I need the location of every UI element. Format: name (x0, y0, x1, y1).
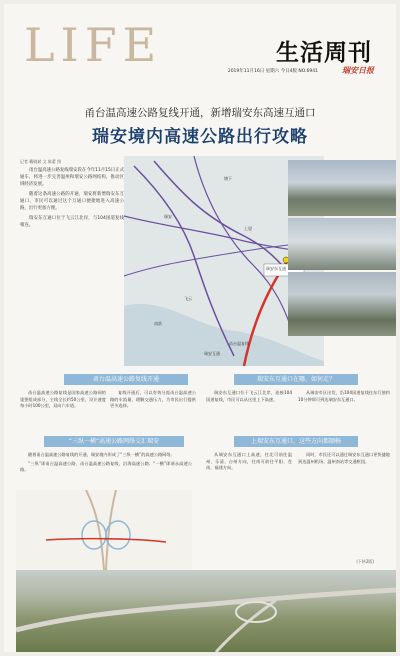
section-title: 上瑞安东互通口，这些方向都顺畅 (234, 436, 358, 447)
article-paragraph: 瑞安东互通口位于飞云江北岸，连接104国道复线，市民可以从这里上下高速。 (206, 390, 292, 402)
map-label: 塘下 (224, 176, 232, 181)
article-paragraph: 从瑞安市区出发，沿104国道复线往东行驶约10分钟即可到达瑞安东互通口。 (298, 390, 390, 402)
interchange-diagram (16, 490, 192, 580)
map-label: 上望 (244, 226, 252, 231)
article-column (298, 390, 390, 405)
dateline: 2019年11月16日 星期六 今日4版 NO.6941 (227, 69, 318, 74)
photo-interchange-1 (288, 160, 396, 216)
article-column (206, 452, 292, 474)
map-label: 瑞安 (164, 214, 172, 219)
interchange-diagram-graphic (16, 490, 192, 570)
photo-interchange-3 (288, 272, 396, 336)
newspaper-page (4, 4, 396, 652)
aerial-photo (16, 570, 396, 652)
headline-title: 瑞安境内高速公路出行攻略 (92, 127, 308, 147)
article-column (298, 452, 390, 467)
byline: 记者 戴晓斌 文 陈蕾 图 (20, 159, 62, 164)
map-label: 飞云 (184, 296, 192, 301)
headline-subtitle: 甬台温高速公路复线开通，新增瑞安东高速互通口 (84, 107, 316, 119)
article-paragraph: 从瑞安东互通口上高速，往北可前往温州、乐清、台州方向，往南可前往平阳、苍南、福建方向。 (206, 452, 292, 471)
column-title: 生活周刊 (276, 40, 372, 66)
article-column (110, 390, 196, 412)
newspaper-brand: 瑞安日报 (342, 65, 374, 75)
intro-text (20, 167, 124, 232)
map-label: 甬台温复线 (229, 341, 249, 346)
masthead (4, 4, 396, 86)
article-paragraph: 复线开通后，可以有效分流甬台温高速公路的车流量，缓解交通压力，为市民出行提供更多选择。 (110, 390, 196, 409)
section-title: “三纵一横”高速公路网络交汇瑞安 (44, 436, 184, 447)
life-logo: LIFE (24, 18, 163, 72)
article-paragraph: 甬台温高速公路复线是国家高速公路网的重要组成部分，主线全长约50公里，设计速度每小时100公里，双向六车道。 (20, 390, 106, 409)
intro-paragraph: 甬台温高速公路复线瑞安段在今年11月15日正式通车，将进一步完善温州和瑞安公路网结构，推动区域经济发展。 (20, 168, 124, 187)
intro-paragraph: 瑞安东互通口位于飞云江北岸，与104国道复线相连。 (20, 216, 124, 228)
article-paragraph: “三纵”即甬台温高速公路、甬台温高速公路复线、沿海高速公路；“一横”即诸永高速公路。 (20, 460, 192, 473)
map-label: 瑞安东互通 (266, 266, 286, 271)
article-column (20, 390, 106, 412)
photo-interchange-2 (288, 218, 396, 270)
article-paragraph: 随着甬台温高速公路复线的开通，瑞安境内形成了“三纵一横”的高速公路网络。 (28, 452, 175, 457)
article-column (20, 452, 192, 476)
section-title: 甬台温高速公路复线开通 (64, 374, 188, 385)
aerial-photo-graphic (16, 570, 396, 652)
article-column (206, 390, 292, 405)
section-title: 瑞安东互通口在哪，如何走？ (234, 374, 358, 385)
article-paragraph: 同时，市民还可以通过瑞安东互通口更快捷地到达温州机场、温州南站等交通枢纽。 (298, 452, 390, 464)
continued-note: (下转2版) (356, 559, 374, 564)
map-label: 南滨 (154, 321, 162, 326)
map-label: 瑞安互通 (204, 351, 220, 356)
intro-paragraph: 随着这条高速公路的开通，瑞安将新增瑞安东互通口，市民可以通过这个互通口便捷地进入高速公路，出行更加方便。 (20, 192, 124, 211)
